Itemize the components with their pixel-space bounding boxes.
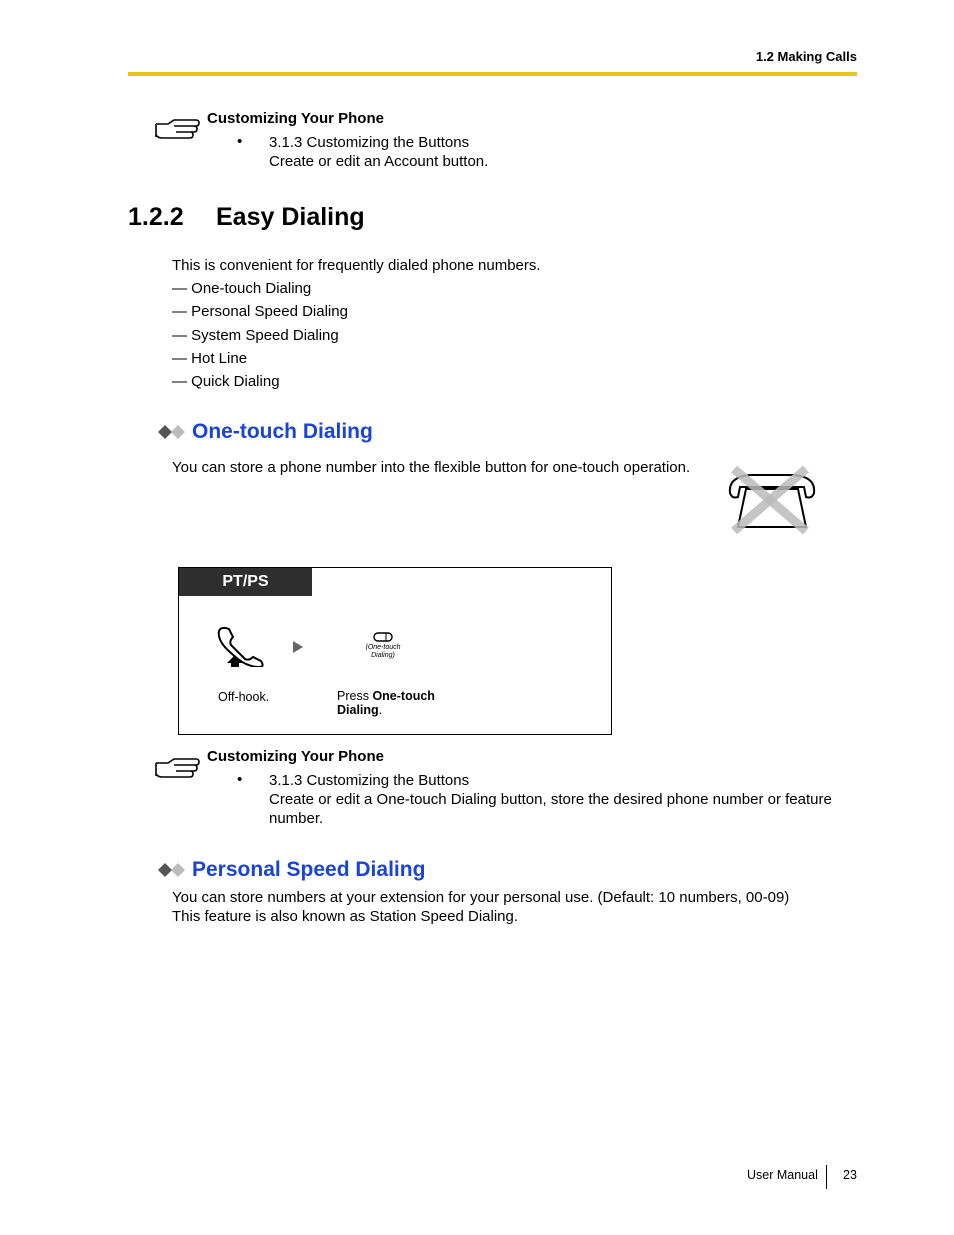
section-title bbox=[128, 203, 365, 232]
intro-item: — Personal Speed Dialing bbox=[172, 303, 348, 320]
header-rule bbox=[128, 72, 857, 76]
intro-item: — System Speed Dialing bbox=[172, 327, 339, 344]
customizing-desc: Create or edit a One-touch Dialing button, store the desired phone number or feature bbox=[269, 791, 832, 808]
step2-bold2: Dialing bbox=[337, 703, 379, 717]
customizing-title: Customizing Your Phone bbox=[207, 110, 384, 127]
button-caption-line2: Dialing) bbox=[371, 652, 395, 659]
hand-pointing-icon bbox=[154, 117, 200, 141]
step2-bold1: One-touch bbox=[372, 689, 435, 703]
bullet: • bbox=[237, 133, 243, 150]
step2-label bbox=[337, 689, 435, 717]
footer-label: User Manual bbox=[747, 1168, 818, 1182]
step1-label: Off-hook. bbox=[218, 690, 270, 704]
one-touch-desc: You can store a phone number into the flexible button for one-touch operation. bbox=[172, 459, 691, 476]
operation-box bbox=[178, 567, 612, 735]
personal-speed-desc: This feature is also known as Station Speed Dialing. bbox=[172, 908, 519, 925]
diamonds-icon bbox=[157, 862, 189, 878]
step2-suffix: . bbox=[378, 703, 383, 717]
section-name: Easy Dialing bbox=[216, 203, 365, 231]
customizing-title: Customizing Your Phone bbox=[207, 748, 384, 765]
step2-prefix: Press bbox=[337, 689, 373, 703]
section-number: 1.2.2 bbox=[128, 203, 184, 231]
no-single-line-telephone-icon bbox=[724, 463, 820, 537]
handset-off-hook-icon bbox=[215, 625, 267, 667]
intro-item: — Hot Line bbox=[172, 350, 248, 367]
customizing-desc: Create or edit an Account button. bbox=[269, 153, 489, 170]
footer-divider bbox=[826, 1165, 827, 1189]
phone-type-tab: PT/PS bbox=[179, 568, 312, 596]
intro-item: — One-touch Dialing bbox=[172, 280, 312, 297]
one-touch-heading bbox=[157, 418, 373, 446]
customizing-desc: number. bbox=[269, 810, 324, 827]
arrow-right-icon bbox=[292, 641, 304, 653]
intro-item: — Quick Dialing bbox=[172, 373, 280, 390]
personal-speed-heading bbox=[157, 856, 425, 884]
one-touch-heading-text: One-touch Dialing bbox=[192, 420, 373, 443]
customizing-ref-link[interactable]: 3.1.3 Customizing the Buttons bbox=[269, 772, 470, 789]
customizing-ref-link[interactable]: 3.1.3 Customizing the Buttons bbox=[269, 134, 470, 151]
page-number: 23 bbox=[843, 1168, 857, 1182]
intro-text: This is convenient for frequently dialed phone numbers. bbox=[172, 257, 541, 274]
personal-speed-desc: You can store numbers at your extension for your personal use. (Default: 10 numbers, 00-09) bbox=[172, 889, 790, 906]
personal-speed-heading-text: Personal Speed Dialing bbox=[192, 858, 426, 881]
hand-pointing-icon bbox=[154, 756, 200, 780]
bullet: • bbox=[237, 771, 243, 788]
running-header: 1.2 Making Calls bbox=[755, 49, 857, 64]
flexible-button-icon bbox=[373, 632, 393, 642]
button-caption-line1: (One-touch bbox=[365, 644, 401, 651]
diamonds-icon bbox=[157, 424, 189, 440]
button-caption bbox=[355, 644, 411, 660]
